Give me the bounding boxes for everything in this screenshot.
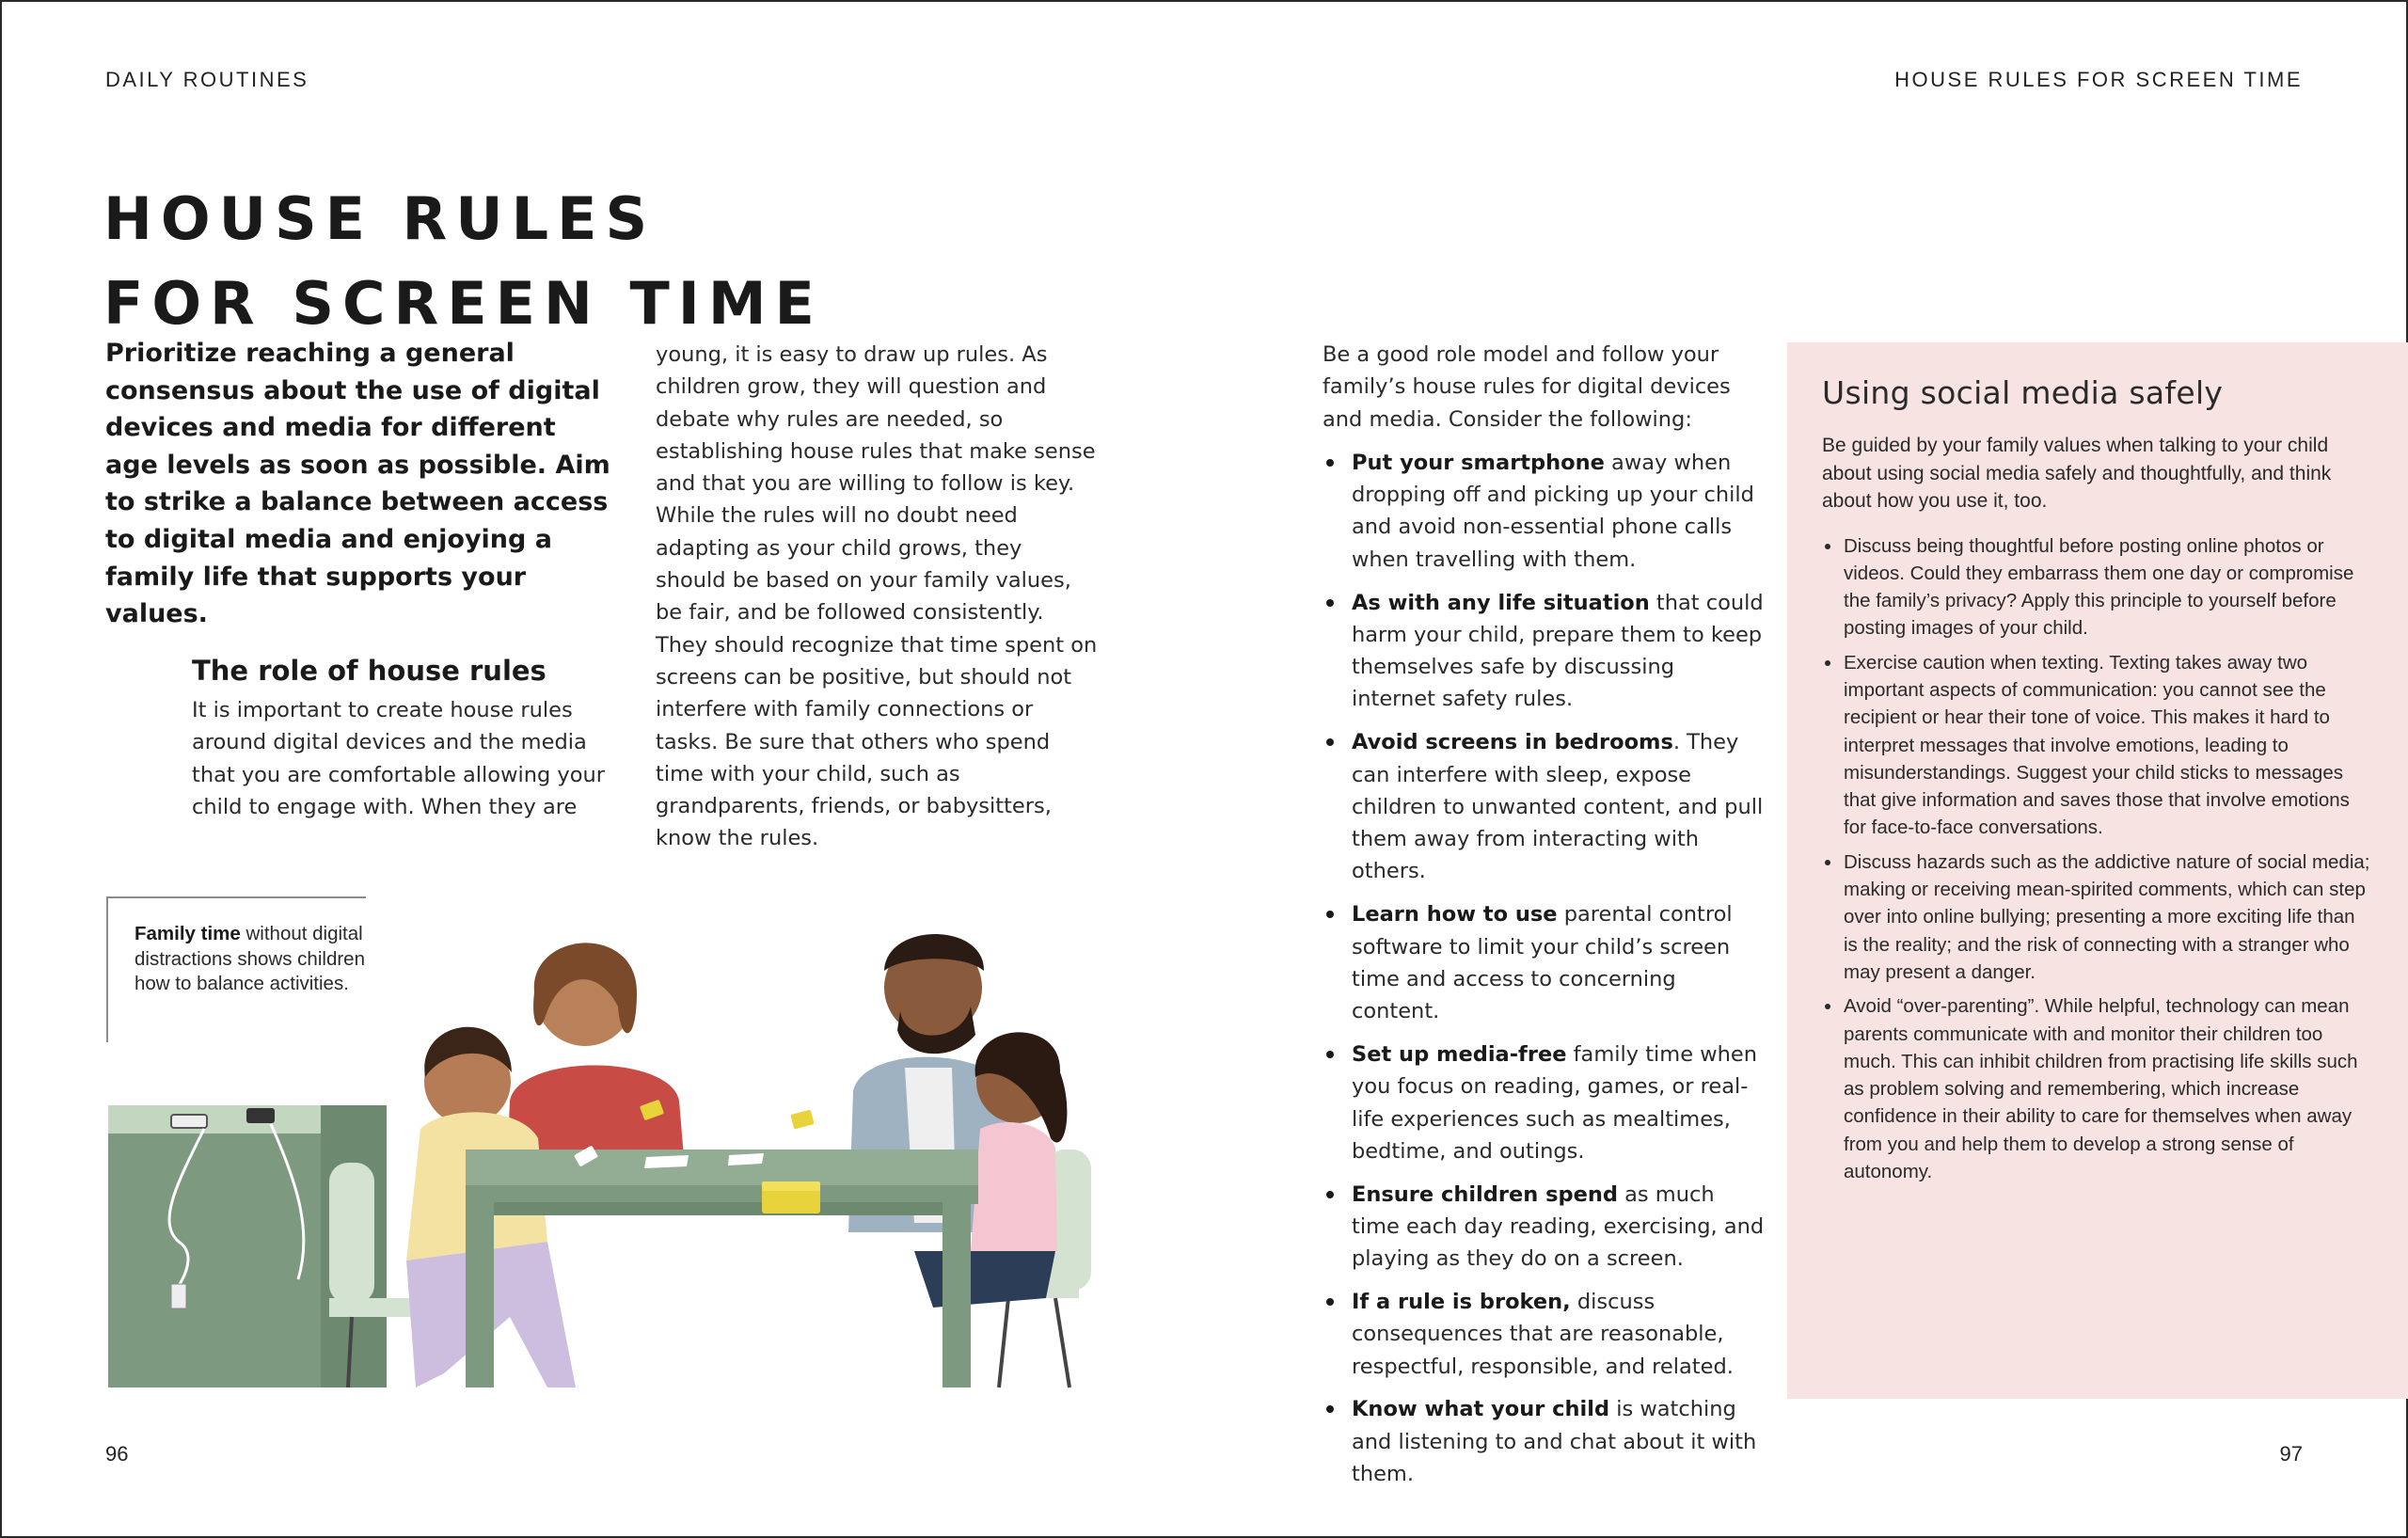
list-item: Set up media-free family time when you focus on reading, games, or real-life experiences such as mealtimes, bedtime, and outings.: [1323, 1039, 1765, 1167]
page-number-left: 96: [105, 1442, 129, 1466]
page-title: [103, 177, 823, 346]
page-number-right: 97: [2279, 1442, 2303, 1466]
caption-bold: Family time: [135, 923, 241, 944]
sidebar-list: [1822, 532, 2374, 1186]
title-line-2: FOR SCREEN TIME: [103, 269, 823, 338]
list-item: Put your smartphone away when dropping off and picking up your child and avoid non-essential phone calls when travelling with them.: [1323, 447, 1765, 576]
intro-paragraph: Prioritize reaching a general consensus about the use of digital devices and media for different age levels as soon as possible. Aim to strike a balance between access to digital media and enjoying a family life that supports your values.: [105, 339, 610, 629]
section-heading: The role of house rules: [192, 655, 547, 687]
list-item: Know what your child is watching and listening to and chat about it with them.: [1323, 1393, 1765, 1490]
running-head-left: DAILY ROUTINES: [105, 68, 309, 91]
section-body-part-2: young, it is easy to draw up rules. As children grow, they will question and debate why rules are needed, so establishing house rules that make sense and that you are willing to follow is key. While the rules will no doubt need adapting as your child grows, they should be based on your family values, be fair, and be followed consistently. They should recognize that time spent on screens can be positive, but should not interfere with family connections or tasks. Be sure that others who spend time with your child, such as grandparents, friends, or babysitters, know the rules.: [656, 342, 1098, 851]
title-line-1: HOUSE RULES: [103, 184, 657, 253]
list-item: Ensure children spend as much time each day reading, exercising, and playing as they do on a screen.: [1323, 1179, 1765, 1276]
running-head-right: HOUSE RULES FOR SCREEN TIME: [1894, 68, 2303, 91]
list-item: Exercise caution when texting. Texting takes away two important aspects of communication: you cannot see the recipient or hear their tone of voice. This makes it hard to interpret messages that involve emotions, leading to misunderstandings. Suggest your child sticks to messages that give information and saves those that involve emotions for face-to-face conversations.: [1822, 649, 2374, 842]
figure-caption: [106, 896, 366, 1042]
section-body-part-1: It is important to create house rules around digital devices and the media that you are comfortable allowing your child to engage with. When they are: [192, 698, 606, 819]
caption-text: [135, 922, 366, 997]
role-model-column: [1323, 339, 1765, 1501]
role-model-list: [1323, 447, 1765, 1490]
list-item: Learn how to use parental control software to limit your child’s screen time and access to concerning content.: [1323, 898, 1765, 1027]
sidebar-intro: Be guided by your family values when talking to your child about using social media safely and thoughtfully, and think about how you use it, too.: [1822, 435, 2332, 512]
sidebar-box: [1787, 342, 2408, 1399]
list-item: Discuss being thoughtful before posting online photos or videos. Could they embarrass them one day or compromise the family’s privacy? Apply this principle to yourself before posting images of your child.: [1822, 532, 2374, 642]
role-model-intro: Be a good role model and follow your family’s house rules for digital devices and media. Consider the following:: [1323, 342, 1731, 432]
caption-rest: without digital distractions shows children how to balance activities.: [135, 923, 365, 994]
list-item: If a rule is broken, discuss consequences that are reasonable, respectful, responsible, and related.: [1323, 1286, 1765, 1383]
list-item: Discuss hazards such as the addictive nature of social media; making or receiving mean-spirited comments, which can step over into online bullying; presenting a more exciting life than is the reality; and the risk of connecting with a stranger who may present a danger.: [1822, 848, 2374, 986]
list-item: Avoid screens in bedrooms. They can interfere with sleep, expose children to unwanted content, and pull them away from interacting with others.: [1323, 726, 1765, 887]
list-item: Avoid “over-parenting”. While helpful, technology can mean parents communicate with and monitor their children too much. This can inhibit children from practising life skills such as problem solving and remembering, which increase confidence in their ability to care for themselves when away from you and help them to develop a strong sense of autonomy.: [1822, 992, 2374, 1185]
list-item: As with any life situation that could harm your child, prepare them to keep themselves safe by discussing internet safety rules.: [1323, 587, 1765, 716]
sidebar-title: Using social media safely: [1822, 374, 2224, 411]
